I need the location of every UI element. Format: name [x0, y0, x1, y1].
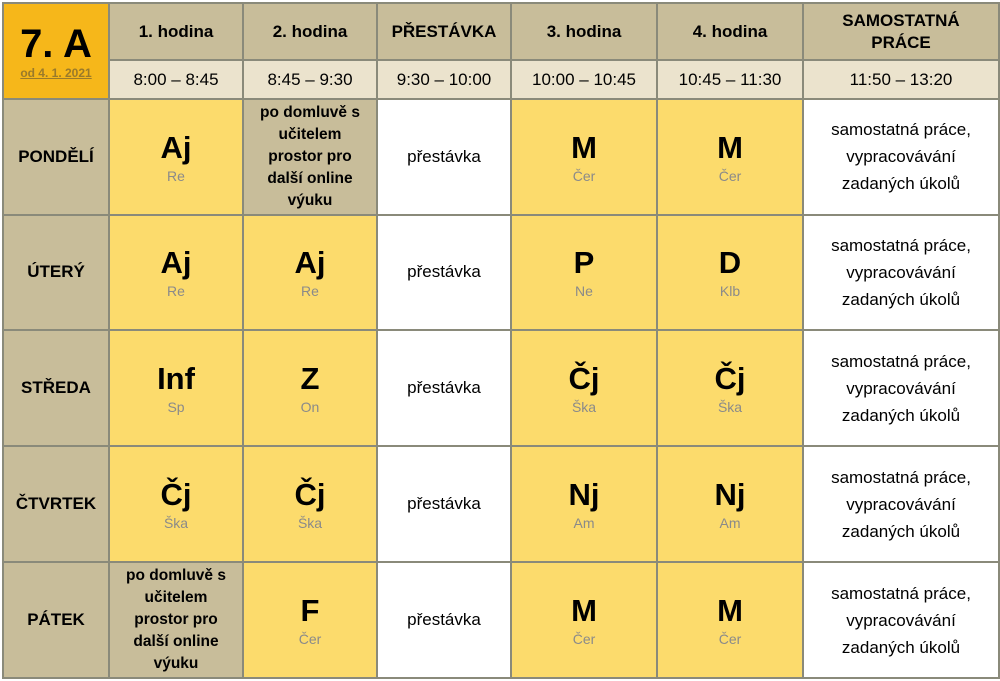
lesson-subject: Čj	[160, 477, 192, 513]
lesson-cell	[243, 562, 377, 678]
break-cell: přestávka	[377, 446, 511, 562]
self-study-text: samostatná práce, vypracovávání zadaných úkolů	[831, 467, 971, 541]
day-label: PONDĚLÍ	[3, 99, 109, 215]
lesson-subject: M	[717, 129, 743, 165]
self-study-cell	[803, 99, 999, 215]
lesson-subject: Aj	[160, 245, 192, 281]
lesson-cell	[657, 562, 803, 678]
header-break: PŘESTÁVKA	[377, 3, 511, 60]
time-lesson-2: 8:45 – 9:30	[243, 60, 377, 98]
time-self-study: 11:50 – 13:20	[803, 60, 999, 98]
lesson-teacher: Re	[167, 283, 185, 300]
day-label: ČTVRTEK	[3, 446, 109, 562]
lesson-subject: Čj	[294, 477, 326, 513]
self-study-cell	[803, 215, 999, 331]
online-note: po domluvě s učitelem prostor pro další online výuku	[260, 103, 360, 209]
lesson-subject: Čj	[714, 361, 746, 397]
lesson-teacher: Ška	[571, 399, 597, 416]
lesson-subject: Z	[300, 361, 320, 397]
lesson-subject: M	[571, 593, 597, 629]
lesson-cell	[243, 99, 377, 215]
lesson-subject: Nj	[714, 477, 746, 513]
lesson-cell	[511, 446, 657, 562]
lesson-cell	[511, 99, 657, 215]
lesson-cell	[243, 215, 377, 331]
lesson-cell	[511, 215, 657, 331]
class-date: od 4. 1. 2021	[20, 65, 92, 80]
day-row	[3, 215, 999, 331]
self-study-text: samostatná práce, vypracovávání zadaných úkolů	[831, 235, 971, 309]
lesson-teacher: On	[300, 399, 320, 416]
lesson-subject: Nj	[568, 477, 600, 513]
timetable	[2, 2, 1000, 679]
lesson-subject: Čj	[568, 361, 600, 397]
self-study-cell	[803, 330, 999, 446]
lesson-teacher: Klb	[719, 283, 741, 300]
lesson-cell	[511, 330, 657, 446]
day-label: ÚTERÝ	[3, 215, 109, 331]
lesson-cell	[109, 562, 243, 678]
lesson-teacher: Ška	[297, 515, 323, 532]
lesson-teacher: Čer	[718, 167, 742, 184]
lesson-subject: Aj	[160, 129, 192, 165]
lesson-subject: Aj	[294, 245, 326, 281]
lesson-teacher: Čer	[572, 631, 596, 648]
lesson-cell	[657, 99, 803, 215]
lesson-cell	[109, 446, 243, 562]
lesson-cell	[109, 330, 243, 446]
time-lesson-4: 10:45 – 11:30	[657, 60, 803, 98]
header-self-study: SAMOSTATNÁ PRÁCE	[803, 3, 999, 60]
lesson-subject: Inf	[157, 361, 195, 397]
lesson-subject: M	[571, 129, 597, 165]
lesson-subject: P	[573, 245, 595, 281]
time-lesson-1: 8:00 – 8:45	[109, 60, 243, 98]
day-label: PÁTEK	[3, 562, 109, 678]
lesson-teacher: Ška	[163, 515, 189, 532]
self-study-text: samostatná práce, vypracovávání zadaných úkolů	[831, 351, 971, 425]
lesson-cell	[109, 215, 243, 331]
day-row	[3, 99, 999, 215]
self-study-cell	[803, 562, 999, 678]
lesson-teacher: Re	[301, 283, 319, 300]
lesson-teacher: Am	[573, 515, 595, 532]
time-lesson-3: 10:00 – 10:45	[511, 60, 657, 98]
lesson-teacher: Ška	[717, 399, 743, 416]
lesson-cell	[109, 99, 243, 215]
self-study-text: samostatná práce, vypracovávání zadaných úkolů	[831, 583, 971, 657]
break-cell: přestávka	[377, 99, 511, 215]
lesson-teacher: Am	[719, 515, 741, 532]
lesson-cell	[243, 446, 377, 562]
day-label: STŘEDA	[3, 330, 109, 446]
lesson-cell	[657, 330, 803, 446]
lesson-subject: D	[718, 245, 742, 281]
time-break: 9:30 – 10:00	[377, 60, 511, 98]
break-cell: přestávka	[377, 562, 511, 678]
lesson-cell	[657, 446, 803, 562]
class-title: 7. A	[20, 21, 92, 66]
lesson-teacher: Sp	[167, 399, 185, 416]
lesson-teacher: Re	[167, 167, 185, 184]
online-note: po domluvě s učitelem prostor pro další online výuku	[126, 567, 226, 673]
header-lesson-2: 2. hodina	[243, 3, 377, 60]
lesson-cell	[511, 562, 657, 678]
day-row	[3, 446, 999, 562]
header-lesson-4: 4. hodina	[657, 3, 803, 60]
header-lesson-3: 3. hodina	[511, 3, 657, 60]
header-lesson-1: 1. hodina	[109, 3, 243, 60]
lesson-teacher: Čer	[572, 167, 596, 184]
class-cell	[3, 3, 109, 99]
break-cell: přestávka	[377, 330, 511, 446]
day-row	[3, 562, 999, 678]
break-cell: přestávka	[377, 215, 511, 331]
lesson-teacher: Ne	[575, 283, 593, 300]
lesson-cell	[657, 215, 803, 331]
lesson-teacher: Čer	[718, 631, 742, 648]
lesson-teacher: Čer	[298, 631, 322, 648]
day-row	[3, 330, 999, 446]
lesson-subject: F	[300, 593, 320, 629]
self-study-cell	[803, 446, 999, 562]
lesson-subject: M	[717, 593, 743, 629]
self-study-text: samostatná práce, vypracovávání zadaných úkolů	[831, 120, 971, 194]
lesson-cell	[243, 330, 377, 446]
